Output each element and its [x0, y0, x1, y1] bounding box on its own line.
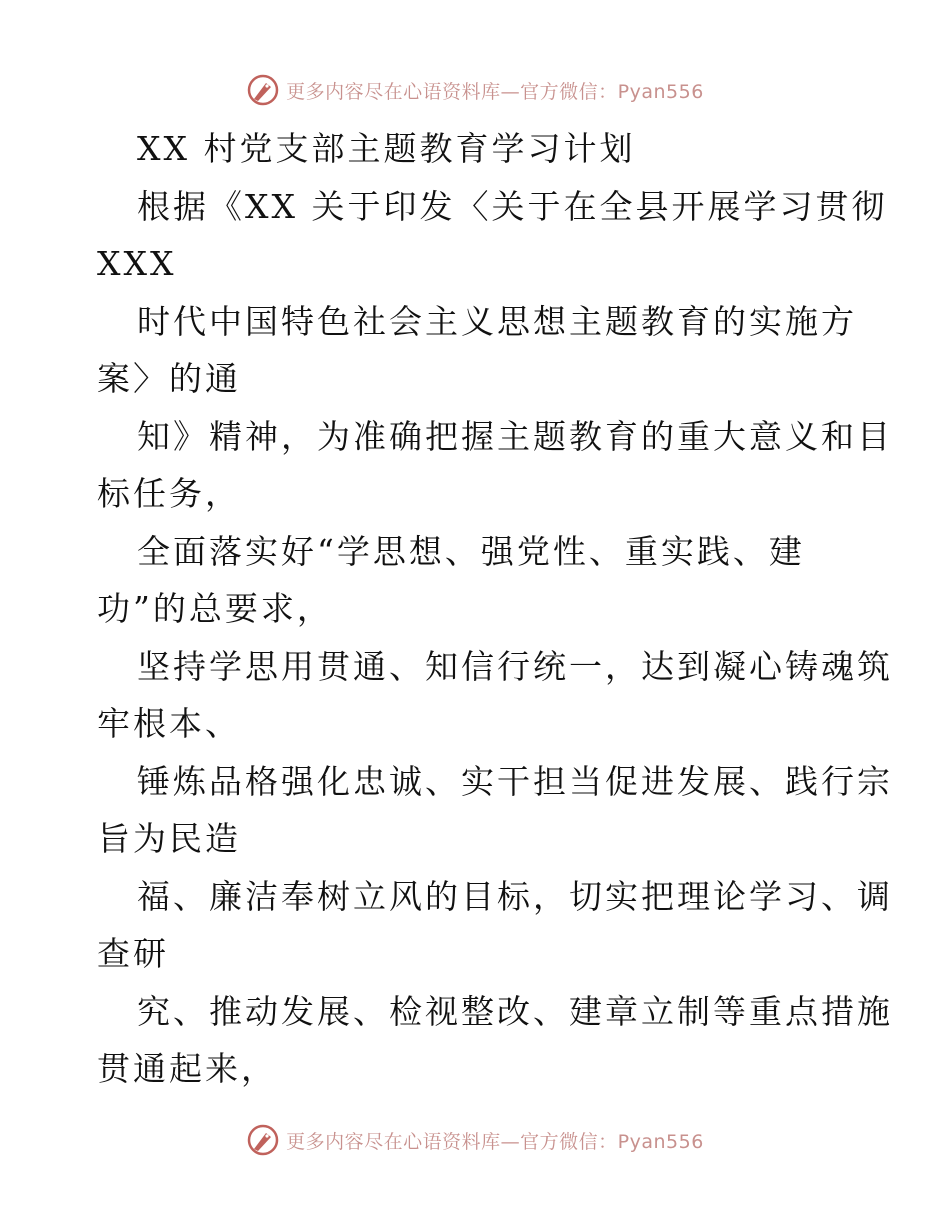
watermark-text: 更多内容尽在心语资料库—官方微信：Pyan556	[286, 80, 704, 103]
paragraph-line: 全面落实好“学思想、强党性、重实践、建	[137, 531, 805, 571]
paragraph-line: XXX	[97, 244, 177, 283]
paragraph-line: 知》精神，为准确把握主题教育的重大意义和目	[137, 416, 893, 456]
paragraph-line: 标任务，	[97, 474, 241, 513]
paragraph-line: 锤炼品格强化忠诚、实干担当促进发展、践行宗	[137, 761, 893, 801]
document-title: XX 村党支部主题教育学习计划	[137, 129, 636, 168]
paragraph-line: 福、廉洁奉树立风的目标，切实把理论学习、调	[137, 876, 893, 916]
pen-nib-logo-icon	[246, 1123, 280, 1157]
header-watermark	[0, 70, 950, 110]
paragraph-line: 坚持学思用贯通、知信行统一，达到凝心铸魂筑	[137, 646, 893, 686]
document-body	[97, 120, 893, 1098]
paragraph-line: 查研	[97, 934, 169, 973]
paragraph-line: 功”的总要求，	[97, 589, 333, 628]
paragraph-line: 案〉的通	[97, 359, 241, 398]
watermark-text: 更多内容尽在心语资料库—官方微信：Pyan556	[286, 1130, 704, 1153]
paragraph-line: 牢根本、	[97, 704, 241, 743]
pen-nib-logo-icon	[246, 73, 280, 107]
paragraph-line: 时代中国特色社会主义思想主题教育的实施方	[137, 301, 857, 341]
paragraph-line: 旨为民造	[97, 819, 241, 858]
paragraph-line: 究、推动发展、检视整改、建章立制等重点措施	[137, 991, 893, 1031]
paragraph-line: 根据《XX 关于印发〈关于在全县开展学习贯彻	[137, 186, 888, 226]
paragraph-line: 贯通起来，	[97, 1049, 277, 1088]
footer-watermark	[0, 1120, 950, 1160]
